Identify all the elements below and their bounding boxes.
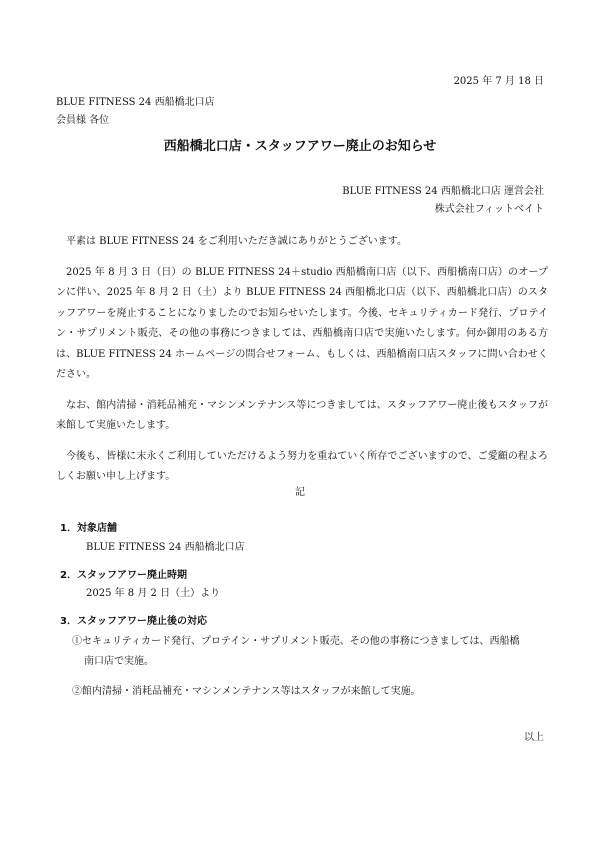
section-2-body: 2025 年 8 月 2 日（土）より [86,588,221,599]
section-3-item-1 [72,632,548,672]
paragraph-announcement: 2025 年 8 月 3 日（日）の BLUE FITNESS 24＋studio 西船橋南口店（以下、西船橋南口店）のオープンに伴い、2025 年 8 月 2 日（土）より BLUE FITNESS 24 西船橋北口店（以下、西船橋北口店）のスタッフアワーを廃止することになりましたのでお知らせいたします。今後、セキュリティカード発行、プロテイン・サプリメント販売、その他の事務につきましては、西船橋南口店で実施いたします。何か御用のある方は、BLUE FITNESS 24 ホームページの問合せフォーム、もしくは、西船橋南口店スタッフに問い合わせください。 [56,266,548,380]
paragraph-greeting: 平素は BLUE FITNESS 24 をご利用いただき誠にありがとうございます。 [66,236,407,247]
recipient-store: BLUE FITNESS 24 西船橋北口店 [56,97,215,108]
document-title: 西船橋北口店・スタッフアワー廃止のお知らせ [163,139,437,154]
section-3-item-1-line-2: 南口店で実施。 [84,656,154,667]
ki-marker: 記 [295,487,305,498]
section-3-item-1-line-1: ①セキュリティカード発行、プロテイン・サプリメント販売、その他の事務につきましては、西船橋 [72,636,520,647]
section-3-item-2: ②館内清掃・消耗品補充・マシンメンテナンス等はスタッフが来館して実施。 [72,686,421,697]
section-1-body: BLUE FITNESS 24 西船橋北口店 [86,542,245,553]
paragraph-maintenance: なお、館内清掃・消耗品補充・マシンメンテナンス等につきましては、スタッフアワー廃止後もスタッフが来館して実施いたします。 [56,399,548,431]
sender-line-2: 株式会社フィットベイト [434,204,544,215]
section-2-heading: 2．スタッフアワー廃止時期 [60,570,187,581]
paragraph-closing-remarks: 今後も、皆様に末永くご利用していただけるよう努力を重ねていく所存でございますので、ご愛顧の程よろしくお願い申し上げます。 [56,450,548,482]
section-3-heading: 3．スタッフアワー廃止後の対応 [60,616,207,627]
recipient-members: 会員様 各位 [56,115,110,126]
sender-line-1: BLUE FITNESS 24 西船橋北口店 運営会社 [342,186,544,197]
section-1-heading: 1．対象店舗 [60,523,117,534]
document-date: 2025 年 7 月 18 日 [453,76,544,87]
closing-ijo: 以上 [524,732,544,743]
body-paragraphs [56,232,548,498]
